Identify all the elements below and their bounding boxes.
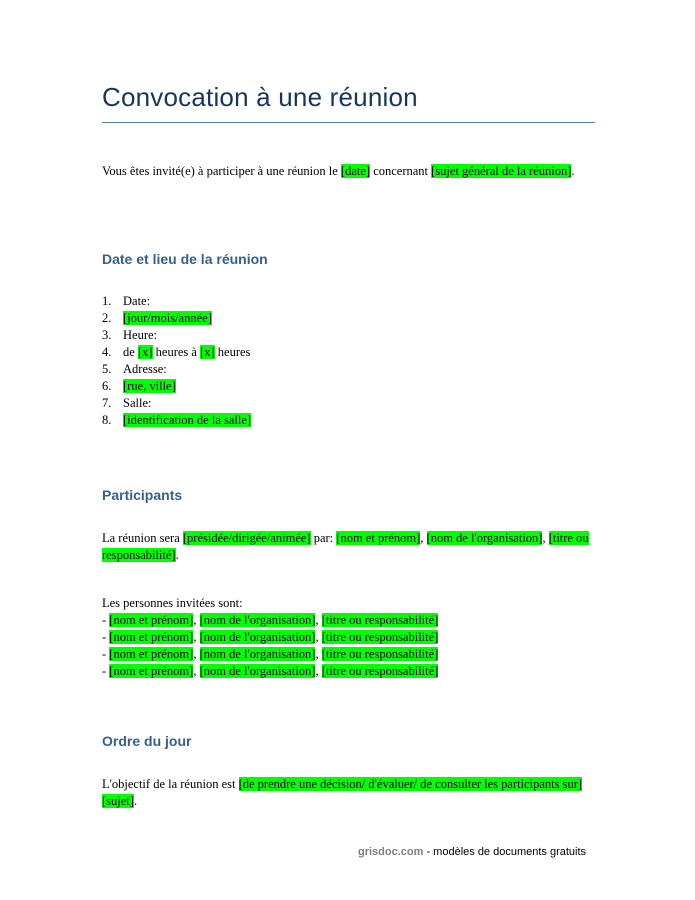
footer-brand-link[interactable]: grisdoc.com <box>358 846 424 858</box>
list-text: heures à <box>152 345 201 359</box>
date-lieu-list <box>102 293 582 429</box>
list-text: heures <box>214 345 251 359</box>
role-verb-placeholder: [présidée/dirigée/animée] <box>182 531 311 545</box>
title-underline <box>102 122 595 123</box>
separator: , <box>315 664 322 678</box>
list-number: 1. <box>102 294 112 308</box>
invitee-role-placeholder: [titre ou responsabilité] <box>321 630 439 644</box>
list-item <box>102 344 582 361</box>
list-text: Adresse: <box>123 362 167 376</box>
participants-end: . <box>175 548 179 562</box>
participants-text-2: par: <box>310 531 337 545</box>
hour-start-placeholder: [x] <box>137 345 153 359</box>
list-number: 7. <box>102 396 112 410</box>
separator: , <box>315 647 322 661</box>
list-number: 8. <box>102 413 112 427</box>
agenda-paragraph <box>102 776 592 810</box>
separator: , <box>193 630 200 644</box>
agenda-text-3: . <box>133 794 138 808</box>
address-placeholder: [rue, ville] <box>123 379 176 393</box>
section-heading-participants: Participants <box>102 487 183 503</box>
separator: , <box>193 664 200 678</box>
invitee-role-placeholder: [titre ou responsabilité] <box>321 613 439 627</box>
invitee-row <box>102 646 592 663</box>
invitee-name-placeholder: [nom et prénom] <box>109 613 194 627</box>
invitee-name-placeholder: [nom et prénom] <box>109 664 194 678</box>
invitees-label: Les personnes invitées sont: <box>102 596 243 610</box>
list-item <box>102 395 582 412</box>
chair-role-placeholder: [titre ou responsabilité] <box>102 531 589 562</box>
agenda-text-1: L'objectif de la réunion est <box>102 777 239 791</box>
list-item <box>102 378 582 395</box>
intro-date-placeholder: [date] <box>340 164 371 178</box>
invitee-name-placeholder: [nom et prénom] <box>109 647 194 661</box>
intro-text-3: . <box>571 164 575 178</box>
invitee-org-placeholder: [nom de l'organisation] <box>199 664 316 678</box>
separator: , <box>193 613 200 627</box>
list-number: 3. <box>102 328 112 342</box>
list-number: 4. <box>102 345 112 359</box>
list-item <box>102 293 582 310</box>
document-title: Convocation à une réunion <box>102 82 418 112</box>
section-heading-date-lieu: Date et lieu de la réunion <box>102 251 268 267</box>
list-item <box>102 310 582 327</box>
footer-text: - modèles de documents gratuits <box>423 846 587 858</box>
invitee-dash: - <box>102 664 110 678</box>
invitee-org-placeholder: [nom de l'organisation] <box>199 613 316 627</box>
invitee-dash: - <box>102 613 110 627</box>
intro-text-2: concernant <box>370 164 432 178</box>
invitee-row <box>102 629 592 646</box>
invitee-row <box>102 663 592 680</box>
hour-end-placeholder: [x] <box>200 345 215 359</box>
separator: , <box>193 647 200 661</box>
invitee-dash: - <box>102 647 110 661</box>
section-heading-ordre-du-jour: Ordre du jour <box>102 733 192 749</box>
invitee-role-placeholder: [titre ou responsabilité] <box>321 664 439 678</box>
invitee-org-placeholder: [nom de l'organisation] <box>199 647 316 661</box>
invitee-row <box>102 612 592 629</box>
list-number: 6. <box>102 379 112 393</box>
footer <box>358 846 586 858</box>
intro-paragraph <box>102 163 592 180</box>
list-number: 2. <box>102 311 112 325</box>
room-placeholder: [identification de la salle] <box>123 413 252 427</box>
list-text: Heure: <box>123 328 158 342</box>
chair-name-placeholder: [nom et prénom] <box>336 531 421 545</box>
chair-org-placeholder: [nom de l'organisation] <box>426 531 543 545</box>
participants-text-1: La réunion sera <box>102 531 183 545</box>
invitee-name-placeholder: [nom et prénom] <box>109 630 194 644</box>
list-text: de <box>123 345 138 359</box>
separator: , <box>315 613 322 627</box>
intro-subject-placeholder: [sujet général de la réunion] <box>431 164 572 178</box>
invitee-org-placeholder: [nom de l'organisation] <box>199 630 316 644</box>
objective-placeholder: [de prendre une décision/ d'évaluer/ de consulter les participants sur] <box>238 777 583 791</box>
separator: , <box>542 531 549 545</box>
date-placeholder: [jour/mois/année] <box>123 311 212 325</box>
invitee-role-placeholder: [titre ou responsabilité] <box>321 647 439 661</box>
list-item <box>102 412 582 429</box>
separator: , <box>315 630 322 644</box>
list-text: Date: <box>123 294 151 308</box>
invitees-block <box>102 595 592 680</box>
intro-text-1: Vous êtes invité(e) à participer à une réunion le <box>102 164 341 178</box>
list-item <box>102 361 582 378</box>
list-text: Salle: <box>123 396 152 410</box>
invitee-dash: - <box>102 630 110 644</box>
participants-paragraph <box>102 530 592 564</box>
separator: , <box>420 531 427 545</box>
subject-placeholder: [sujet] <box>102 794 134 808</box>
list-number: 5. <box>102 362 112 376</box>
list-item <box>102 327 582 344</box>
